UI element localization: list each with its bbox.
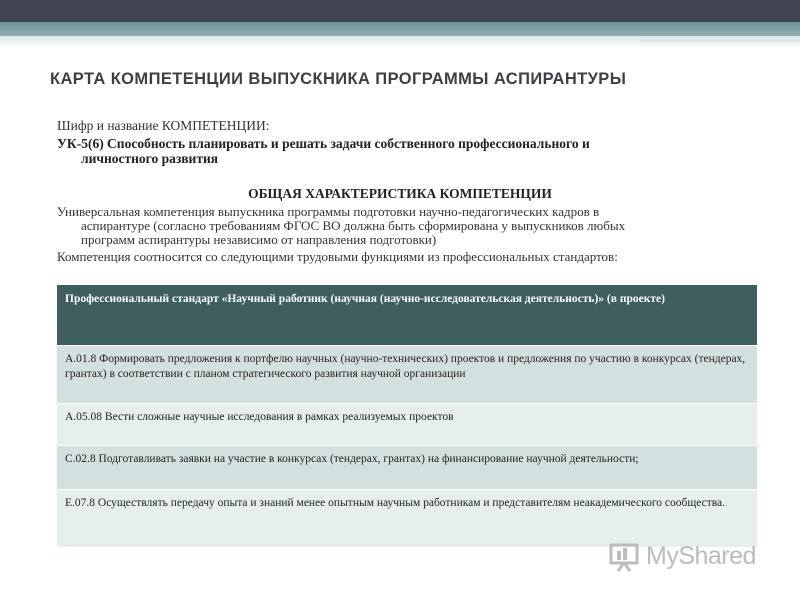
table-header: Профессиональный стандарт «Научный работник (научная (научно-исследовательская деятельность)» (в проекте) [57, 285, 757, 346]
description-line-3: программ аспирантуры независимо от направления подготовки) [81, 232, 437, 247]
competence-line-1: УК-5(6) Способность планировать и решать задачи собственного профессионального и [57, 136, 590, 151]
slide-title: КАРТА КОМПЕТЕНЦИИ ВЫПУСКНИКА ПРОГРАММЫ АСПИРАНТУРЫ [50, 70, 627, 88]
top-band-notch [640, 36, 800, 42]
top-band [0, 0, 800, 22]
competence-label: Шифр и название КОМПЕТЕНЦИИ: [57, 118, 270, 133]
functions-intro: Компетенция соотносится со следующими трудовыми функциями из профессиональных стандартов: [57, 249, 618, 264]
watermark-text: MyShared [646, 541, 756, 570]
top-band-accent [0, 22, 800, 36]
description-line-2: аспирантуре (согласно требованиям ФГОС ВО должна быть сформирована у выпускников любых [81, 218, 626, 233]
competence-description [57, 205, 757, 247]
table-row: С.02.8 Подготавливать заявки на участие в конкурсах (тендерах, грантах) на финансирование научной деятельности; [57, 446, 757, 490]
standards-table [57, 285, 757, 548]
description-line-1: Универсальная компетенция выпускника программы подготовки научно-педагогических кадров в [57, 204, 600, 219]
section-heading: ОБЩАЯ ХАРАКТЕРИСТИКА КОМПЕТЕНЦИИ [248, 186, 552, 201]
watermark [608, 536, 778, 576]
competence-name [57, 136, 757, 166]
table-row: А.05.08 Вести сложные научные исследования в рамках реализуемых проектов [57, 404, 757, 446]
presentation-board-icon [608, 539, 642, 573]
table-row: А.01.8 Формировать предложения к портфелю научных (научно-технических) проектов и предложения по участию в конкурсах (тендерах, грантах) в соответствии с планом стратегического развития научной организации [57, 346, 757, 404]
table-row: Е.07.8 Осуществлять передачу опыта и знаний менее опытным научным работникам и представителям неакадемического сообщества. [57, 490, 757, 548]
competence-line-2: личностного развития [81, 151, 219, 166]
